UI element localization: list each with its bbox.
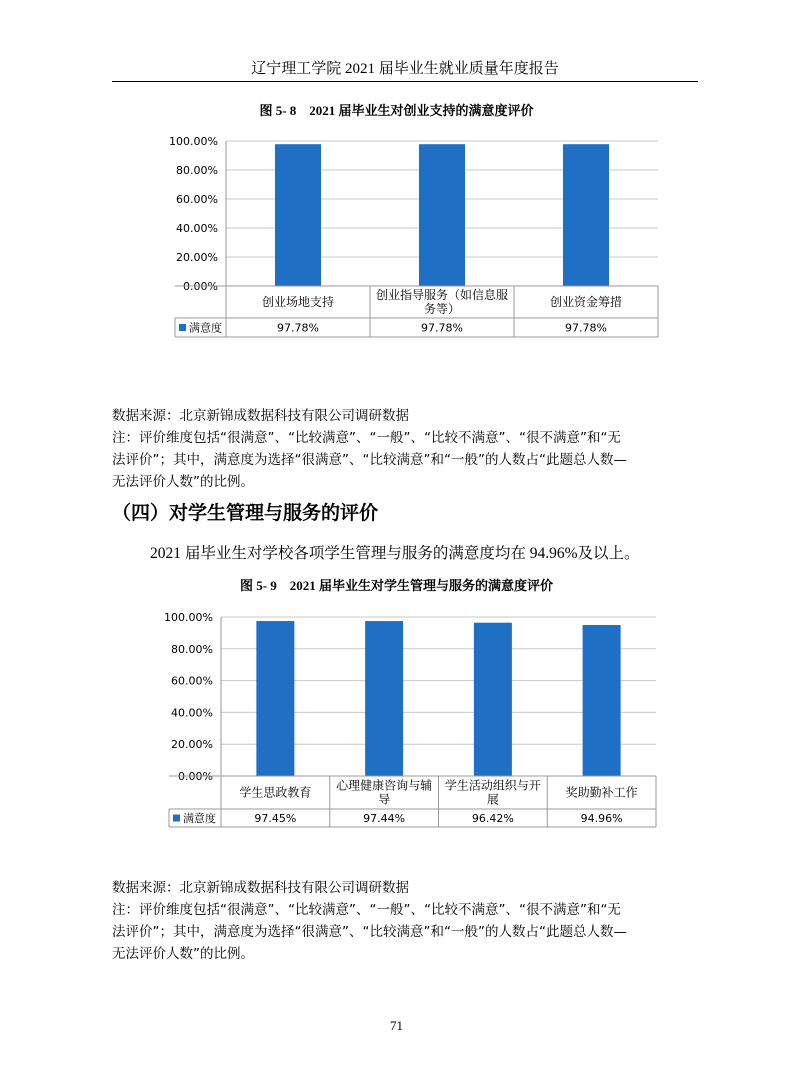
bar [474,623,512,776]
bar [563,144,609,286]
note-line-1b: 法评价”；其中，满意度为选择“很满意”、“比较满意”和“一般”的人数占“此题总人数— [112,452,627,468]
section-body: 2021 届毕业生对学校各项学生管理与服务的满意度均在 94.96%及以上。 [150,545,640,562]
y-tick-label: 40.00% [176,222,218,235]
data-label: 97.44% [363,812,406,825]
bar [256,621,294,776]
bar [365,621,403,776]
y-tick-label: 60.00% [176,193,218,206]
report-header: 辽宁理工学院 2021 届毕业生就业质量年度报告 [251,61,559,77]
y-tick-label: 80.00% [176,164,218,177]
legend-swatch [179,324,186,331]
note-line-1c: 无法评价人数”的比例。 [112,474,254,490]
category-label: 创业场地支持 [261,295,335,309]
notes-block-1 [112,405,702,493]
data-label: 97.45% [254,812,297,825]
category-label: 奖助勤补工作 [565,785,638,800]
section-title: （四）对学生管理与服务的评价 [112,502,379,524]
note-line-1a: 注：评价维度包括“很满意”、“比较满意”、“一般”、“比较不满意”、“很不满意”和“无 [112,430,621,446]
data-label: 97.78% [277,321,319,335]
data-label: 96.42% [471,812,514,825]
note-line-2c: 无法评价人数”的比例。 [112,946,254,962]
note-line-2a: 注：评价维度包括“很满意”、“比较满意”、“一般”、“比较不满意”、“很不满意”和“无 [112,902,621,918]
page-number: 71 [390,1018,403,1033]
y-tick-label: 40.00% [171,706,213,720]
notes-block-2 [112,877,702,965]
figure-title-1: 图 5- 8 2021 届毕业生对创业支持的满意度评价 [259,103,534,118]
category-label: 务等） [423,302,461,316]
y-tick-label: 100.00% [164,611,213,624]
category-label: 创业指导服务（如信息服 [375,288,509,302]
legend-swatch [173,815,180,822]
data-label: 94.96% [580,812,623,825]
note-line-2b: 法评价”；其中，满意度为选择“很满意”、“比较满意”和“一般”的人数占“此题总人数— [112,924,627,940]
y-tick-label: 80.00% [171,642,213,656]
y-tick-label: 20.00% [171,738,213,752]
category-label: 导 [378,792,391,807]
bar [419,144,465,286]
y-tick-label: 0.00% [178,770,213,783]
bar [275,144,321,286]
legend-label: 满意度 [189,321,222,335]
data-source-2: 数据来源：北京新锦成数据科技有限公司调研数据 [112,880,409,896]
category-label: 展 [486,792,499,807]
category-label: 学生思政教育 [239,785,312,800]
category-label: 创业资金筹措 [549,295,623,309]
y-tick-label: 60.00% [171,674,213,688]
y-tick-label: 100.00% [169,135,218,148]
data-source-1: 数据来源：北京新锦成数据科技有限公司调研数据 [112,408,409,424]
header-divider [112,81,698,82]
category-label: 学生活动组织与开 [444,778,541,793]
y-tick-label: 0.00% [183,280,218,293]
bar [583,625,621,776]
y-tick-label: 20.00% [176,251,218,264]
figure-title-2: 图 5- 9 2021 届毕业生对学生管理与服务的满意度评价 [239,578,554,593]
category-label: 心理健康咨询与辅 [336,778,433,793]
legend-label: 满意度 [183,812,216,825]
data-label: 97.78% [421,321,463,335]
data-label: 97.78% [565,321,607,335]
